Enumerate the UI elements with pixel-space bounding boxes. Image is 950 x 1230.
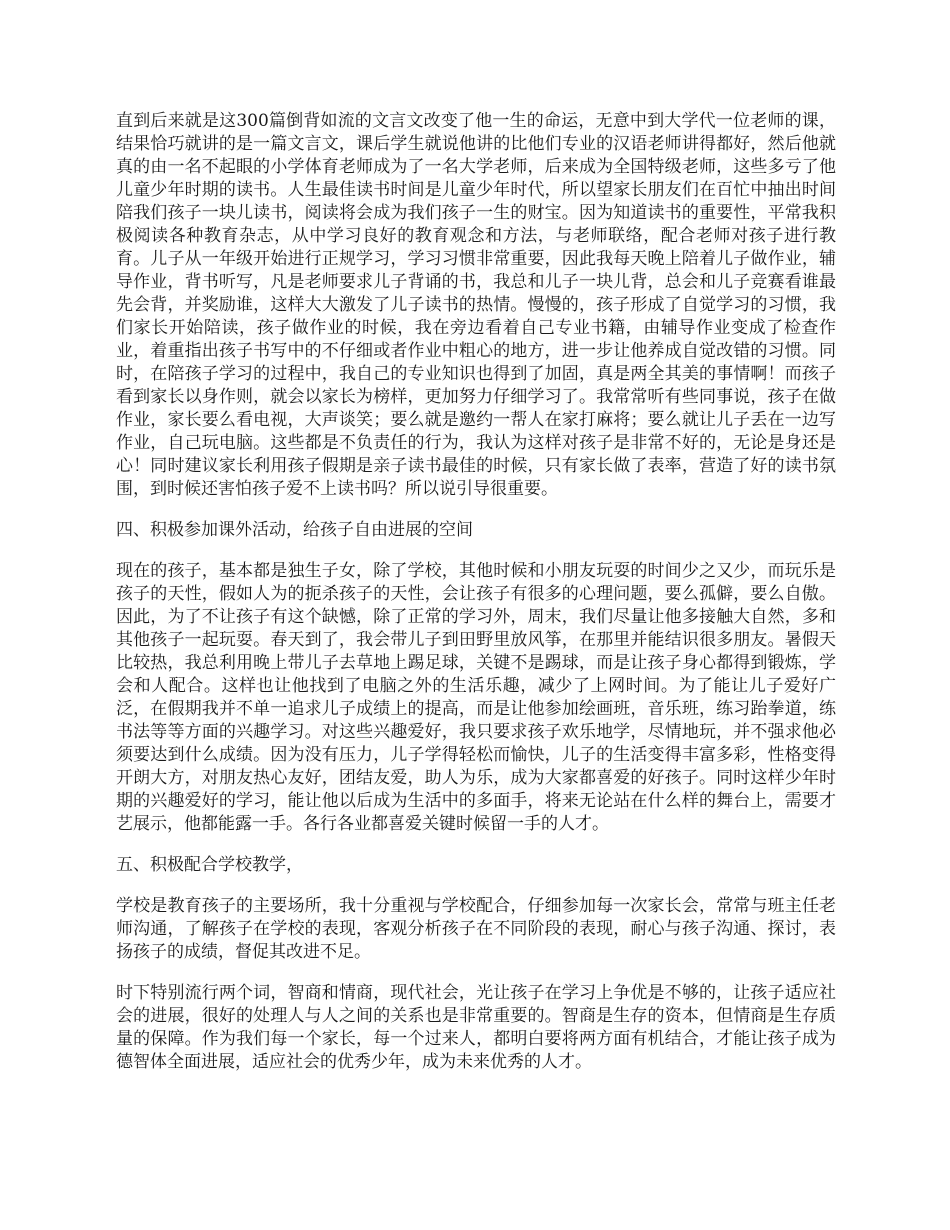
section-heading-extracurricular: 四、积极参加课外活动，给孩子自由进展的空间 (116, 520, 473, 540)
paragraph-school-cooperation: 学校是教育孩子的主要场所，我十分重视与学校配合，仔细参加每一次家长会，常常与班主任老师沟通，了解孩子在学校的表现，客观分析孩子在不同阶段的表现，耐心与孩子沟通、探讨，表扬孩子的成绩，督促其改进不足。 (116, 896, 836, 962)
paragraph-extracurricular: 现在的孩子，基本都是独生子女，除了学校，其他时候和小朋友玩耍的时间少之又少，而玩乐是孩子的天性，假如人为的扼杀孩子的天性，会让孩子有很多的心理问题，要么孤僻，要么自傲。因此，为了不让孩子有这个缺憾，除了正常的学习外，周末，我们尽量让他多接触大自然，多和其他孩子一起玩耍。春天到了，我会带儿子到田野里放风筝，在那里并能结识很多朋友。暑假天比较热，我总利用晚上带儿子去草地上踢足球，关键不是踢球，而是让孩子身心都得到锻炼，学会和人配合。这样也让他找到了电脑之外的生活乐趣，减少了上网时间。为了能让儿子爱好广泛，在假期我并不单一追求儿子成绩上的提高，而是让他参加绘画班，音乐班，练习跆拳道，练书法等等方面的兴趣学习。对这些兴趣爱好，我只要求孩子欢乐地学，尽情地玩，并不强求他必须要达到什么成绩。因为没有压力，儿子学得轻松而愉快，儿子的生活变得丰富多彩，性格变得开朗大方，对朋友热心友好，团结友爱，助人为乐，成为大家都喜爱的好孩子。同时这样少年时期的兴趣爱好的学习，能让他以后成为生活中的多面手，将来无论站在什么样的舞台上，需要才艺展示，他都能露一手。各行各业都喜爱关键时候留一手的人才。 (116, 561, 836, 834)
document-page (116, 110, 836, 1092)
paragraph-iq-eq: 时下特别流行两个词，智商和情商，现代社会，光让孩子在学习上争优是不够的，让孩子适应社会的进展，很好的处理人与人之间的关系也是非常重要的。智商是生存的资本，但情商是生存质量的保障。作为我们每一个家长，每一个过来人，都明白要将两方面有机结合，才能让孩子成为德智体全面进展，适应社会的优秀少年，成为未来优秀的人才。 (116, 983, 836, 1072)
section-heading-school-cooperation: 五、积极配合学校教学， (116, 855, 303, 875)
paragraph-reading-habits: 直到后来就是这300篇倒背如流的文言文改变了他一生的命运，无意中到大学代一位老师的课，结果恰巧就讲的是一篇文言文，课后学生就说他讲的比他们专业的汉语老师讲得都好，然后他就真的由一名不起眼的小学体育老师成为了一名大学老师，后来成为全国特级老师，这些多亏了他儿童少年时期的读书。人生最佳读书时间是儿童少年时代，所以望家长朋友们在百忙中抽出时间陪我们孩子一块儿读书，阅读将会成为我们孩子一生的财宝。因为知道读书的重要性，平常我积极阅读各种教育杂志，从中学习良好的教育观念和方法，与老师联络，配合老师对孩子进行教育。儿子从一年级开始进行正规学习，学习习惯非常重要，因此我每天晚上陪着儿子做作业，辅导作业，背书听写，凡是老师要求儿子背诵的书，我总和儿子一块儿背，总会和儿子竞赛看谁最先会背，并奖励谁，这样大大激发了儿子读书的热情。慢慢的，孩子形成了自觉学习的习惯，我们家长开始陪读，孩子做作业的时候，我在旁边看着自己专业书籍，由辅导作业变成了检查作业，着重指出孩子书写中的不仔细或者作业中粗心的地方，进一步让他养成自觉改错的习惯。同时，在陪孩子学习的过程中，我自己的专业知识也得到了加固，真是两全其美的事情啊！而孩子看到家长以身作则，就会以家长为榜样，更加努力仔细学习了。我常常听有些同事说，孩子在做作业，家长要么看电视，大声谈笑；要么就是邀约一帮人在家打麻将；要么就让儿子丢在一边写作业，自己玩电脑。这些都是不负责任的行为，我认为这样对孩子是非常不好的，无论是身还是心！同时建议家长利用孩子假期是亲子读书最佳的时候，只有家长做了表率，营造了好的读书氛围，到时候还害怕孩子爱不上读书吗？所以说引导很重要。 (116, 111, 836, 499)
